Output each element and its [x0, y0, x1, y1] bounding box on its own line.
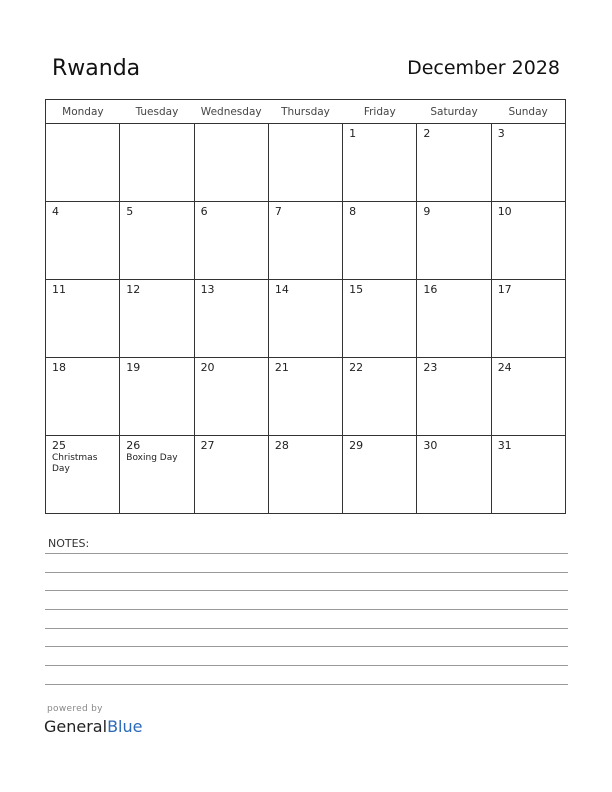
day-number: 5 [126, 205, 134, 218]
week-row [46, 202, 566, 280]
day-number: 4 [52, 205, 59, 218]
day-number: 11 [52, 283, 66, 296]
holiday-label: Christmas Day [52, 453, 98, 474]
day-number: 14 [274, 283, 289, 296]
day-number: 22 [349, 361, 364, 374]
day-number: 12 [126, 283, 141, 296]
brand-general: General [44, 717, 108, 736]
weekday-sunday: Sunday [491, 100, 565, 124]
day-cell [194, 436, 268, 514]
day-number: 13 [200, 283, 215, 296]
day-number: 29 [349, 439, 364, 452]
day-cell [417, 436, 491, 514]
day-cell [268, 280, 342, 358]
day-number: 23 [423, 361, 438, 374]
notes-label: NOTES: [48, 537, 90, 550]
day-cell [343, 280, 417, 358]
day-cell [491, 202, 565, 280]
weekday-thursday: Thursday [268, 100, 342, 124]
day-number: 26 [126, 439, 141, 452]
day-number: 18 [52, 361, 66, 374]
day-cell [491, 124, 565, 202]
day-cell [491, 436, 565, 514]
day-number: 24 [497, 361, 512, 374]
country-title: Rwanda [52, 56, 141, 81]
day-number: 19 [126, 361, 141, 374]
day-cell [343, 124, 417, 202]
note-line [45, 628, 568, 629]
day-cell [343, 202, 417, 280]
day-number: 21 [274, 361, 289, 374]
day-number: 25 [52, 439, 66, 452]
day-cell [268, 202, 342, 280]
week-row [46, 436, 566, 514]
day-cell [268, 358, 342, 436]
day-cell [46, 280, 120, 358]
brand-blue: Blue [107, 717, 143, 736]
day-cell [194, 202, 268, 280]
weekday-header-row [46, 100, 566, 124]
day-number: 31 [497, 439, 512, 452]
day-cell [120, 202, 194, 280]
day-cell [417, 202, 491, 280]
day-cell [46, 436, 120, 514]
day-number: 2 [423, 127, 431, 140]
note-line [45, 646, 568, 647]
day-number: 17 [497, 283, 512, 296]
note-line [45, 684, 568, 685]
day-cell [268, 436, 342, 514]
day-cell [120, 124, 194, 202]
note-line [45, 609, 568, 610]
day-cell [343, 436, 417, 514]
day-cell [120, 280, 194, 358]
brand-logo [44, 717, 142, 736]
month-title: December 2028 [407, 57, 560, 79]
day-number: 10 [497, 205, 512, 218]
weekday-friday: Friday [343, 100, 417, 124]
note-line [45, 553, 568, 554]
day-cell [491, 358, 565, 436]
holiday-label: Boxing Day [126, 453, 178, 463]
week-row [46, 124, 566, 202]
powered-by-text: powered by [47, 704, 103, 714]
day-number: 20 [200, 361, 215, 374]
weekday-monday: Monday [46, 100, 120, 124]
weekday-wednesday: Wednesday [194, 100, 268, 124]
day-number: 15 [349, 283, 364, 296]
week-row [46, 358, 566, 436]
day-number: 16 [423, 283, 438, 296]
day-cell [417, 124, 491, 202]
day-number: 9 [423, 205, 431, 218]
day-number: 27 [200, 439, 215, 452]
day-cell [194, 358, 268, 436]
day-number: 8 [349, 205, 357, 218]
day-cell [417, 358, 491, 436]
day-cell [268, 124, 342, 202]
day-cell [46, 202, 120, 280]
day-number: 7 [274, 205, 282, 218]
day-number: 6 [200, 205, 208, 218]
day-number: 28 [274, 439, 289, 452]
note-line [45, 665, 568, 666]
weekday-tuesday: Tuesday [120, 100, 194, 124]
calendar-grid [45, 99, 566, 514]
week-row [46, 280, 566, 358]
day-number: 30 [423, 439, 438, 452]
day-number: 1 [349, 127, 357, 140]
day-cell [194, 124, 268, 202]
day-cell [120, 358, 194, 436]
day-cell [46, 358, 120, 436]
note-line [45, 590, 568, 591]
day-cell [120, 436, 194, 514]
day-cell [343, 358, 417, 436]
day-number: 3 [497, 127, 505, 140]
day-cell [46, 124, 120, 202]
day-cell [194, 280, 268, 358]
weekday-saturday: Saturday [417, 100, 491, 124]
day-cell [491, 280, 565, 358]
note-line [45, 572, 568, 573]
day-cell [417, 280, 491, 358]
